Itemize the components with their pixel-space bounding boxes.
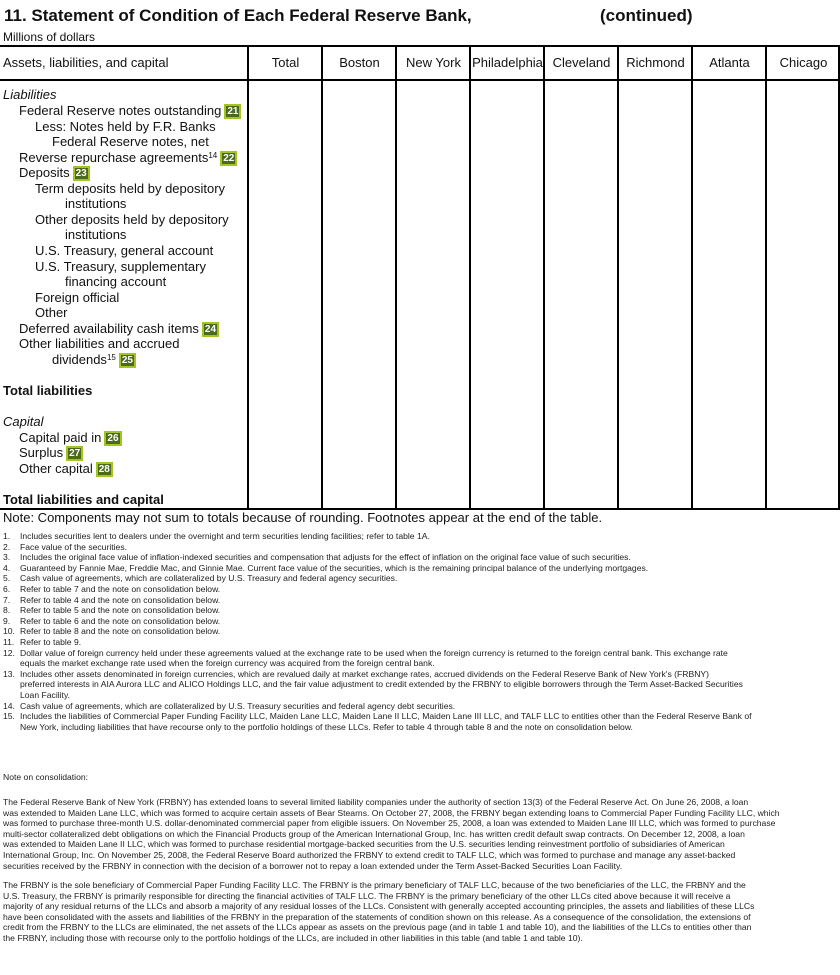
- paragraph-line: credit from the FRBNY to the LLCs are eliminated, the net assets of the LLCs appear as assets on the previous page (and in table 1 and table 10), and the liabilities of the LLCs to entities other than: [3, 922, 752, 933]
- footnote-line: Loan Facility.: [20, 689, 70, 700]
- reference-badge[interactable]: 25: [119, 353, 136, 368]
- paragraph-line: was formed to purchase three-month U.S. dollar-denominated commercial paper from eligible issuers. On November 25, 2008, a loan was extended to Maiden Lane III LLC, which was formed to purchase: [3, 818, 776, 829]
- footnote-line: Refer to table 8 and the note on consolidation below.: [20, 626, 221, 637]
- footnote-line: Includes securities lent to dealers under the overnight and term securities lending facilities; refer to table 1A.: [20, 531, 430, 541]
- paragraph-line: was extended to Maiden Lane LLC, which was formed to acquire certain assets of Bear Stearns. On October 27, 2008, the FRBNY began extending loans to Commercial Paper Funding Facility LLC, which: [3, 807, 780, 818]
- paragraph-line: securities received by the FRBNY in connection with the decision of a borrower not to repay a loan extended under the Term Asset-Backed Securities Loan Facility.: [3, 860, 623, 871]
- row-treasury-general: U.S. Treasury, general account: [35, 243, 214, 258]
- footnote-item: [3, 531, 839, 542]
- footnote-line: preferred interests in AIA Aurora LLC and ALICO Holdings LLC, and the fair value adjustment to credit extended by the FRBNY to eligible borrowers through the Term Asset-Backed Securities: [20, 679, 743, 690]
- footnote-number: 14.: [3, 700, 15, 711]
- row-fr-notes-net: Federal Reserve notes, net: [52, 134, 209, 149]
- paragraph-line: The FRBNY is the sole beneficiary of Commercial Paper Funding Facility LLC. The FRBNY is the primary beneficiary of TALF LLC, because of the two beneficiaries of the LLC, the FRBNY and the: [3, 880, 746, 890]
- consolidation-paragraph-2: [3, 880, 840, 944]
- column-divider: [469, 47, 471, 508]
- paragraph-line: was extended to Maiden Lane II LLC, which was formed to purchase residential mortgage-backed securities from the U.S. securities lending reinvestment portfolio of subsidiaries of American: [3, 839, 725, 850]
- column-divider: [247, 47, 249, 508]
- reference-badge[interactable]: 21: [224, 104, 241, 119]
- footnote-item: [3, 573, 839, 584]
- column-divider: [543, 47, 545, 508]
- footnote-line: Includes the original face value of inflation-indexed securities and compensation that adjusts for the effect of inflation on the original face value of such securities.: [20, 552, 631, 563]
- paragraph-line: the FRBNY, including those with recourse only to the portfolio holdings of the LLCs, are included in other liabilities in this table (and table 1 and table 10).: [3, 932, 583, 943]
- column-divider: [691, 47, 693, 508]
- row-surplus: Surplus 27: [19, 445, 83, 461]
- footnote-item: [3, 563, 839, 574]
- footnote-item: [3, 648, 839, 669]
- consolidation-paragraph-1: [3, 797, 840, 871]
- footnote-number: 5.: [3, 573, 11, 584]
- column-divider: [765, 47, 767, 508]
- footnote-number: 13.: [3, 668, 15, 679]
- column-header-total: Total: [271, 55, 300, 70]
- row-reverse-repo: Reverse repurchase agreements$^{14}$ 22: [19, 150, 237, 166]
- row-term-deposits-cont: institutions: [65, 196, 127, 211]
- table-title: [4, 6, 693, 26]
- footnote-line: Refer to table 6 and the note on consolidation below.: [20, 615, 221, 626]
- row-other-deposits-cont: institutions: [65, 227, 127, 242]
- footnote-line: Cash value of agreements, which are collateralized by U.S. Treasury and federal agency securities.: [20, 573, 398, 584]
- footnote-number: 9.: [3, 615, 11, 626]
- footnote-item: [3, 605, 839, 616]
- paragraph-line: U.S. Treasury, the FRBNY is primarily responsible for directing the financial activities of TALF LLC. The FRBNY is the primary beneficiary of the other LLCs cited above because it will receive a: [3, 890, 731, 901]
- paragraph-line: have been consolidated with the assets and liabilities of the FRBNY in the preparation of the statements of condition shown on this release. As a consequence of the consolidation, the extensions of: [3, 911, 751, 922]
- reference-badge[interactable]: 24: [202, 322, 219, 337]
- footnote-number: 8.: [3, 605, 11, 616]
- footnote-line: New York, including liabilities that have recourse only to the portfolio holdings of these LLCs. Refer to table 4 through table 8 and the note on consolidation below.: [20, 721, 633, 732]
- footnote-item: [3, 701, 839, 712]
- footnote-number: 1.: [3, 531, 11, 541]
- reference-badge[interactable]: 26: [104, 431, 121, 446]
- footnote-number: 10.: [3, 626, 15, 637]
- units-label: Millions of dollars: [3, 30, 96, 44]
- column-divider: [321, 47, 323, 508]
- footnote-item: [3, 552, 839, 563]
- footnote-line: Dollar value of foreign currency held under these agreements valued at the exchange rate to be used when the foreign currency is returned to the foreign central bank. This exchange rate: [20, 647, 728, 658]
- footnote-number: 3.: [3, 552, 11, 563]
- footnotes-list: [3, 531, 839, 732]
- column-header-boston: Boston: [339, 55, 380, 70]
- column-divider: [395, 47, 397, 508]
- row-other-liabilities: Other liabilities and accrued: [19, 336, 180, 351]
- consolidation-heading: Note on consolidation:: [3, 772, 89, 782]
- row-other-liabilities-cont: dividends$^{15}$ 25: [52, 352, 136, 368]
- row-other-deposits-misc: Other: [35, 305, 68, 320]
- row-total-liabilities-capital: Total liabilities and capital: [3, 492, 164, 507]
- row-other-deposits: Other deposits held by depository: [35, 212, 229, 227]
- footnote-number: 6.: [3, 583, 11, 594]
- footnote-line: Refer to table 9.: [20, 636, 82, 647]
- reference-badge[interactable]: 28: [96, 462, 113, 477]
- footnote-ref: 15: [106, 353, 116, 362]
- column-header-new-york: New York: [406, 55, 461, 70]
- footnote-line: equals the market exchange rate used when the foreign currency was acquired from the foreign central bank.: [20, 658, 435, 669]
- footnote-item: [3, 637, 839, 648]
- statement-table: [0, 45, 840, 510]
- footnote-item: [3, 616, 839, 627]
- footnote-item: [3, 711, 839, 732]
- column-header-richmond: Richmond: [626, 55, 685, 70]
- continued-label: (continued): [600, 6, 693, 25]
- row-less-notes-held: Less: Notes held by F.R. Banks: [35, 119, 216, 134]
- footnote-number: 12.: [3, 647, 15, 658]
- row-deposits: Deposits 23: [19, 165, 90, 181]
- footnote-ref: 14: [208, 151, 218, 160]
- footnote-number: 7.: [3, 594, 11, 605]
- rounding-note: Note: Components may not sum to totals because of rounding. Footnotes appear at the end of the table.: [3, 510, 603, 525]
- row-term-deposits: Term deposits held by depository: [35, 181, 226, 196]
- footnote-line: Includes the liabilities of Commercial Paper Funding Facility LLC, Maiden Lane LLC, Maiden Lane II LLC, Maiden Lane III LLC, and TALF LLC to entities other than the Federal Reserve Bank of: [20, 711, 752, 722]
- footnote-line: Cash value of agreements, which are collateralized by U.S. Treasury securities and federal agency debt securities.: [20, 700, 456, 711]
- paragraph-line: majority of any residual returns of the LLCs and absorb a majority of any residual losses of the LLCs. Consistent with generally accepted accounting principles, the assets and liabilities of these LLCs: [3, 901, 755, 912]
- row-deferred-availability: Deferred availability cash items 24: [19, 321, 219, 337]
- row-other-capital: Other capital 28: [19, 461, 113, 477]
- footnote-line: Refer to table 7 and the note on consolidation below.: [20, 583, 221, 594]
- footnote-line: Guaranteed by Fannie Mae, Freddie Mac, and Ginnie Mae. Current face value of the securities, which is the remaining principal balance of the underlying mortgages.: [20, 562, 649, 573]
- row-fr-notes-outstanding: Federal Reserve notes outstanding 21: [19, 103, 241, 119]
- footnote-number: 4.: [3, 562, 11, 573]
- reference-badge[interactable]: 23: [73, 166, 90, 181]
- row-capital-heading: Capital: [3, 414, 44, 429]
- footnote-line: Refer to table 4 and the note on consolidation below.: [20, 594, 221, 605]
- footnote-item: [3, 626, 839, 637]
- paragraph-line: multi-sector collateralized debt obligations on which the Financial Products group of the American International Group, Inc. has written credit default swap contracts. On December 12, 2008, a loan: [3, 828, 745, 839]
- footnote-line: Face value of the securities.: [20, 541, 127, 552]
- footnote-item: [3, 669, 839, 701]
- footnote-line: Refer to table 5 and the note on consolidation below.: [20, 605, 221, 616]
- column-header-cleveland: Cleveland: [552, 55, 611, 70]
- row-liabilities-heading: Liabilities: [3, 87, 57, 102]
- footnote-item: [3, 584, 839, 595]
- paragraph-line: International Group, Inc. On November 25, 2008, the Federal Reserve Board authorized the FRBNY to extend credit to TALF LLC, which was formed to purchase and manage any asset-backed: [3, 849, 736, 860]
- row-treasury-supplementary: U.S. Treasury, supplementary: [35, 259, 206, 274]
- row-total-liabilities: Total liabilities: [3, 383, 93, 398]
- paragraph-line: The Federal Reserve Bank of New York (FRBNY) has extended loans to several limited liability companies under the authority of section 13(3) of the Federal Reserve Act. On June 26, 2008, a loan: [3, 797, 749, 807]
- row-treasury-supplementary-cont: financing account: [65, 274, 167, 289]
- footnote-line: Includes other assets denominated in foreign currencies, which are revalued daily at market exchange rates, accrued dividends on the Federal Reserve Bank of New York's (FRBNY): [20, 668, 710, 679]
- row-foreign-official: Foreign official: [35, 290, 120, 305]
- column-header-label: Assets, liabilities, and capital: [3, 55, 169, 70]
- footnote-number: 15.: [3, 711, 15, 722]
- column-header-philadelphia: Philadelphia: [472, 55, 543, 70]
- footnote-item: [3, 542, 839, 553]
- reference-badge[interactable]: 22: [220, 151, 237, 166]
- column-header-atlanta: Atlanta: [709, 55, 750, 70]
- column-divider: [617, 47, 619, 508]
- reference-badge[interactable]: 27: [66, 446, 83, 461]
- footnote-item: [3, 595, 839, 606]
- row-capital-paid-in: Capital paid in 26: [19, 430, 122, 446]
- title-text: 11. Statement of Condition of Each Federal Reserve Bank,: [4, 6, 472, 25]
- table-header: [0, 47, 840, 81]
- footnote-number: 2.: [3, 541, 11, 552]
- column-header-chicago: Chicago: [779, 55, 828, 70]
- footnote-number: 11.: [3, 636, 15, 647]
